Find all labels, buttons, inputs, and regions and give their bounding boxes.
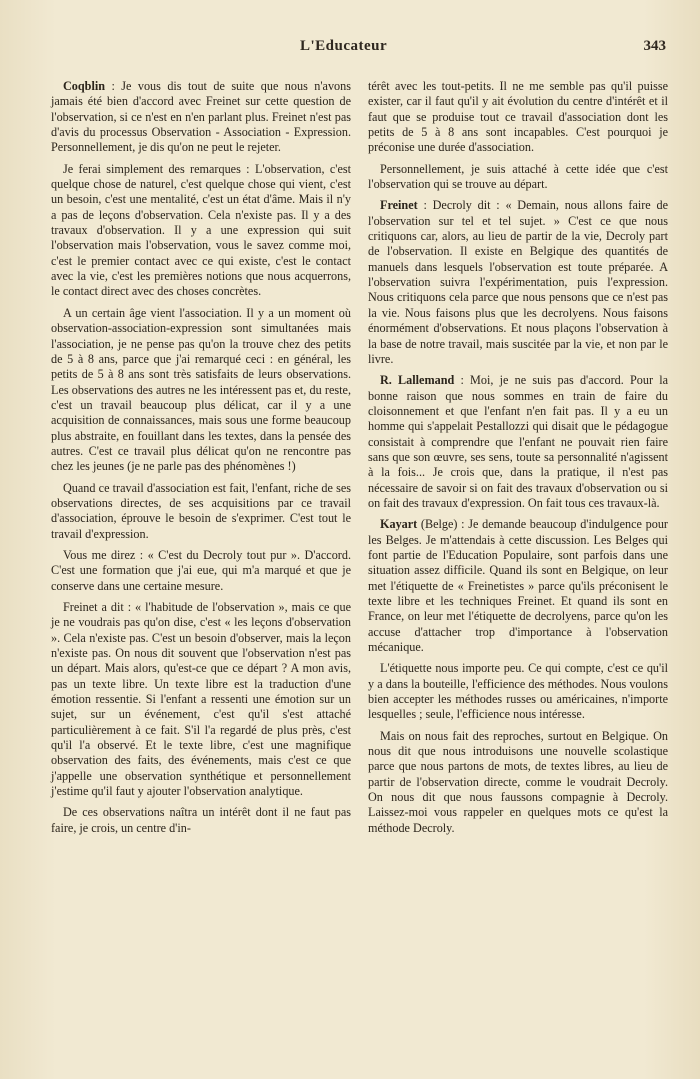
paragraph-text: Vous me direz : « C'est du Decroly tout pur ». D'accord. C'est une formation que j'ai eue, qui m'a marqué et que je conserve dans une certaine mesure. xyxy=(51,547,351,593)
running-header xyxy=(300,38,666,60)
left-column xyxy=(51,79,351,842)
paragraph xyxy=(51,162,351,300)
paragraph-text: Personnellement, je suis attaché à cette idée que c'est l'observation qui se trouve au départ. xyxy=(368,161,668,192)
speaker-name: Kayart xyxy=(380,517,418,532)
paragraph-text: A un certain âge vient l'association. Il y a un moment où observation-association-expression sont simultanées mais l'association, je ne pense pas qu'on la trouve chez des petits de 5 à 8 ans, parce que j'ai remarqué ceci : en général, les petits de 5 à 8 ans sont très satisfaits de leurs observations. Les observations des autres ne les intéressent pas et, du reste, c'est un travail beaucoup plus délicat, car il y a une acquisition de connaissances, mais sous une forme beaucoup plus abstraite, en fouillant dans les textes, dans la pensée des autres. C'est ce travail plus délicat qu'on ne rencontre pas chez les jeunes (je ne parle pas des phénomènes !) xyxy=(51,305,351,474)
paragraph-text: Quand ce travail d'association est fait, l'enfant, riche de ses observations directes, de ses acquisitions par ce travail d'association, éprouve le besoin de s'exprimer. C'est tout le travail d'expression. xyxy=(51,480,351,541)
paragraph xyxy=(368,162,668,193)
paragraph xyxy=(368,729,668,836)
paragraph xyxy=(51,306,351,475)
paragraph-text: Mais on nous fait des reproches, surtout en Belgique. On nous dit que nous introduisons une nouvelle scolastique parce que nous partons de mots, de textes libres, au lieu de partir de l'observation directe, comme le voudrait Decroly. On nous dit que nous faussons compagnie à Decroly. Laissez-moi vous rappeler en quelques mots ce qu'est la méthode Decroly. xyxy=(368,728,668,835)
paragraph xyxy=(51,805,351,836)
paragraph-text: Freinet a dit : « l'habitude de l'observation », mais ce que je ne voudrais pas qu'on dise, c'est « les leçons d'observation ». Cela n'existe pas. C'est un besoin d'observer, mais la leçon n'existe pas. On nous dit souvent que l'observation n'est pas un départ. Mais alors, qu'est-ce que ce départ ? A mon avis, pas un texte libre. Un texte libre est la traduction d'une émotion ressentie. Si l'enfant a ressenti une émotion sur un sujet, sur un événement, c'est qu'il s'est attaché particulièrement à ce fait. S'il l'a regardé de plus près, c'est qu'il l'a observé. Et le texte libre, c'est une magnifique observation des faits, des événements, mais c'est ce que j'appelle une observation synthétique et personnellement j'estime qu'il faut y ajouter l'observation analytique. xyxy=(51,600,351,799)
paragraph xyxy=(368,198,668,367)
paragraph xyxy=(51,481,351,542)
paragraph xyxy=(368,517,668,655)
speaker-name: R. Lallemand xyxy=(380,373,455,388)
paragraph-text: térêt avec les tout-petits. Il ne me semble pas qu'il puisse exister, car il faut qu'il y ait évolution du centre d'intérêt et il faut que se produise tout ce travail d'association dont les petits de 5 à 8 ans sont incapables. C'est pourquoi je préconise une durée d'association. xyxy=(368,79,668,155)
paragraph-text: : Moi, je ne suis pas d'accord. Pour la bonne raison que nous sommes en train de faire du cloisonnement et que l'enfant n'en fait pas. Il y a eu un homme qui s'appelait Pestallozzi qui disait que le pédagogue consistait à comprendre que l'enfant ne pouvait rien faire sans que son œuvre, ses sens, toute sa personnalité n'agissent à la fois... Je crois que, dans la pratique, il n'est pas nécessaire de savoir si on fait des travaux d'observation ou si on fait des travaux d'expression. On fait tous ces travaux-là. xyxy=(368,373,668,510)
paragraph xyxy=(51,79,351,156)
paragraph xyxy=(368,79,668,156)
paragraph xyxy=(51,548,351,594)
right-column xyxy=(368,79,668,842)
page-number: 343 xyxy=(643,38,666,54)
paragraph-text: (Belge) : Je demande beaucoup d'indulgence pour les Belges. Je m'attendais à cette discussion. Les Belges qui font partie de l'Education Populaire, sont parfois dans une situation assez difficile. Quand ils sont en Belgique, on leur met l'étiquette de « Freinetistes » parce qu'ils préconisent le texte libre et les techniques Freinet. Et quand ils sont en France, on leur met l'étiquette de decrolyens, parce qu'on les accuse d'attacher trop d'importance à l'observation mécanique. xyxy=(368,517,668,655)
paragraph-text: Je ferai simplement des remarques : L'observation, c'est quelque chose de naturel, c'est quelque chose qui vient, c'est un besoin, c'est une mentalité, c'est un état d'âme. Mais il n'y a pas de leçons d'observation. Cela n'existe pas. Il y a des travaux d'observation. Il y a une expression qui suit l'observation mais l'observation, vous le savez comme moi, c'est le premier contact avec ce qui existe, c'est le contact avec la vie, c'est les premières notions que nous acquerrons, le contact direct avec des choses concrètes. xyxy=(51,161,351,299)
paragraph xyxy=(368,373,668,511)
speaker-name: Freinet xyxy=(380,198,418,213)
journal-title: L'Educateur xyxy=(300,38,388,54)
paragraph-text: : Je vous dis tout de suite que nous n'avons jamais été bien d'accord avec Freinet sur cette question de l'observation, si ce n'est en n'en parlant plus. Freinet n'est pas d'avis du processus Observation - Association - Expression. Personnellement, je dis qu'on ne peut le rejeter. xyxy=(51,79,351,155)
speaker-name: Coqblin xyxy=(63,79,106,93)
paragraph xyxy=(51,600,351,799)
paragraph-text: L'étiquette nous importe peu. Ce qui compte, c'est ce qu'il y a dans la bouteille, l'efficience des méthodes. Nous voulons bien accepter les méthodes russes ou américaines, n'importe lesquelles ; seule, l'efficience nous intéresse. xyxy=(368,661,668,722)
paragraph xyxy=(368,661,668,722)
paragraph-text: : Decroly dit : « Demain, nous allons faire de l'observation sur tel et tel sujet. » C'est ce que nous critiquons car, alors, au lieu de partir de la vie, Decroly part de l'observation. Il existe en Belgique des quantités de manuels dans lesquels l'observation est toute préparée. A l'observation suivra l'expérimentation, puis l'expression. Nous critiquons cela parce que nous pensons que ce n'est pas la vie. Nous faisons plus que les decrolyens. Nous faisons énormément d'observations. Et nous plaçons l'observation à la base de notre travail, mais suscitée par la vie, et non par le livre. xyxy=(368,198,668,366)
paragraph-text: De ces observations naîtra un intérêt dont il ne faut pas faire, je crois, un centre d'in- xyxy=(51,805,351,835)
